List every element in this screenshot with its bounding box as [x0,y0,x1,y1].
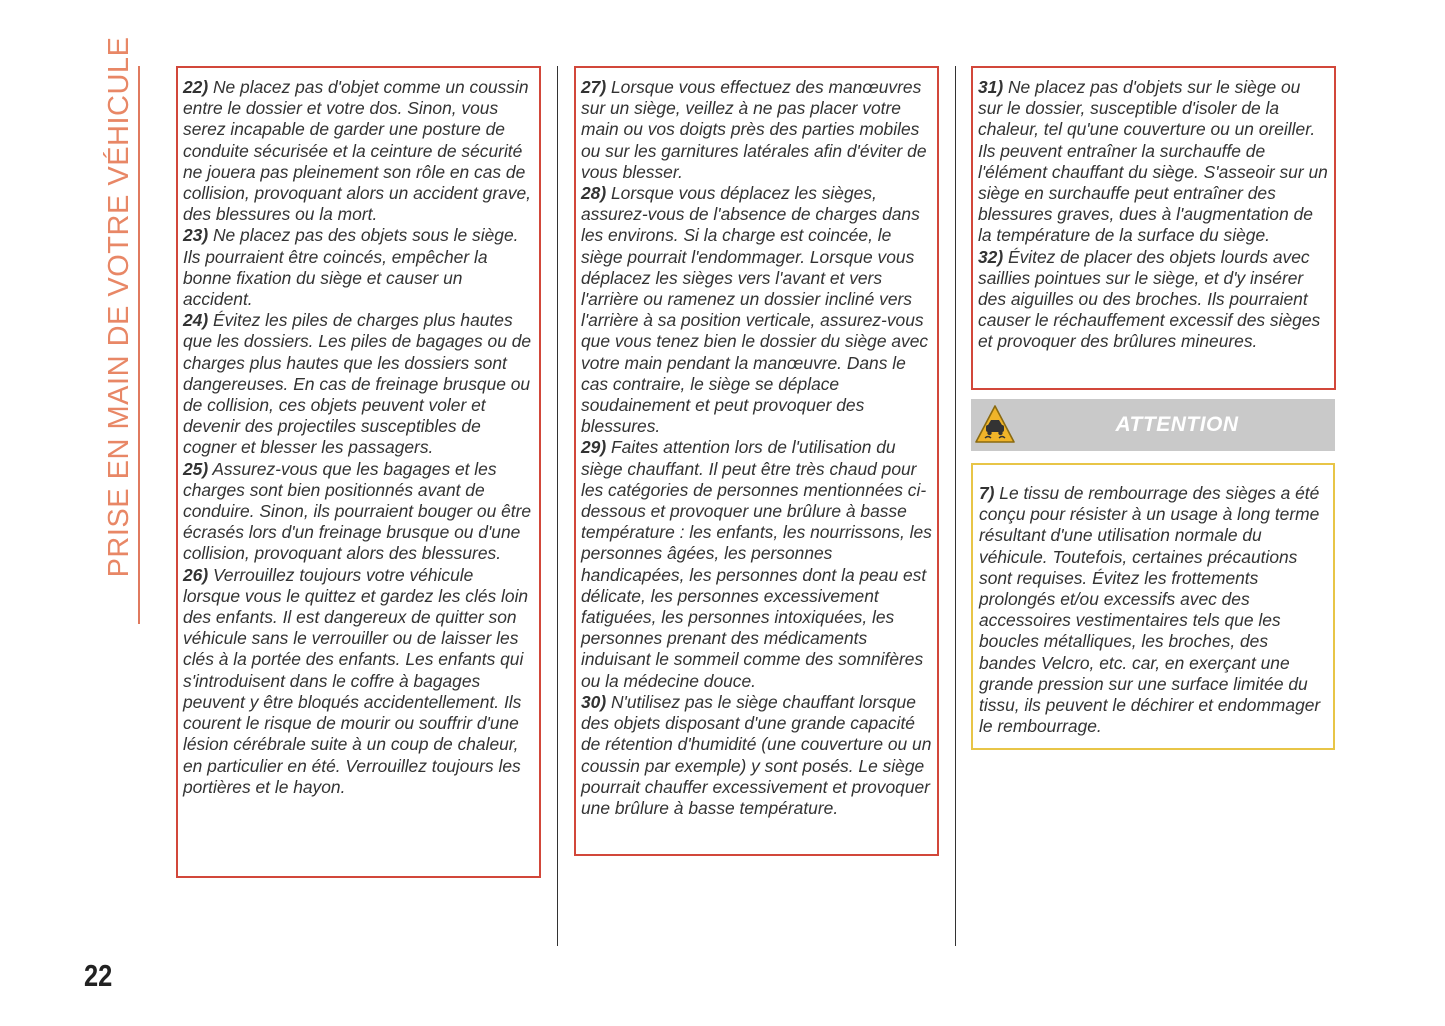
warning-number: 23) [183,225,209,246]
section-title-text: PRISE EN MAIN DE VOTRE VÉHICULE [103,36,135,578]
warning-box-col2 [574,66,939,856]
attention-title: ATTENTION [1115,413,1239,436]
note-number: 7) [979,483,995,503]
note-item [979,483,1328,737]
warning-item [978,77,1329,247]
warning-item [581,183,932,437]
warning-text: Ne placez pas d'objet comme un coussin entre le dossier et votre dos. Sinon, vous serez incapable de garder une posture de conduite sécurisée et la ceinture de sécurité ne jouera pas pleinement son rôle en cas de collision, provoquant alors un accident grave, des blessures ou la mort. [183,77,532,225]
warning-item [183,225,534,310]
warning-item [183,459,534,565]
warning-item [581,77,932,183]
column-divider [955,66,956,946]
warning-item [183,565,534,798]
warning-item [183,77,534,225]
warning-item [581,437,932,691]
warning-text: Lorsque vous déplacez les sièges, assurez-vous de l'absence de charges dans les environs. Si la charge est coincée, le siège pourrait l'endommager. Lorsque vous déplacez les sièges vers l'avant et vers l'arrière ou ramenez un dossier incliné vers l'arrière à sa position verticale, assurez-vous que vous tenez bien le dossier du siège avec votre main pendant la manœuvre. Dans le cas contraire, le siège se déplace soudainement et peut provoquer des blessures. [581,183,929,437]
column-divider [557,66,558,946]
warning-text: Assurez-vous que les bagages et les charges sont bien positionnés avant de conduire. Sinon, ils pourraient bouger ou être écrasés lors d'un freinage brusque ou d'une collision, provoquant alors des blessures. [183,458,532,564]
slippery-road-warning-icon [973,403,1017,447]
warning-number: 22) [183,77,209,97]
warning-number: 32) [978,246,1004,267]
warning-text: Lorsque vous effectuez des manœuvres sur un siège, veillez à ne pas placer votre main ou vos doigts près des parties mobiles ou sur les garnitures latérales afin d'éviter de vous blesser. [581,77,927,182]
warning-text: N'utilisez pas le siège chauffant lorsque des objets disposant d'une grande capacité de rétention d'humidité (une couverture ou un coussin par exemple) y sont posés. Le siège pourrait chauffer excessivement et provoquer une brûlure à basse température. [581,691,932,818]
warning-item [978,247,1329,353]
page-number: 22 [84,958,113,993]
warning-text: Faites attention lors de l'utilisation du siège chauffant. Il peut être très chaud pour les catégories de personnes mentionnées ci-dessous et provoquer une brûlure à basse température : les enfants, les nourrissons, les personnes âgées, les personnes handicapées, les personnes dont la peau est délicate, les personnes excessivement fatiguées, les personnes intoxiquées, les personnes prenant des médicaments induisant le sommeil comme des somnifères ou la médecine douce. [581,437,932,691]
note-text: Le tissu de rembourrage des sièges a été conçu pour résister à un usage à long terme résultant d'une utilisation normale du véhicule. Toutefois, certaines précautions sont requises. Évitez les frottements prolongés et/ou excessifs avec des accessoires vestimentaires tels que les boucles métalliques, les broches, des bandes Velcro, etc. car, en exerçant une grande pression sur une surface limitée du tissu, ils peuvent le déchirer et endommager le rembourrage. [979,483,1321,737]
warning-box-col1 [176,66,541,878]
warning-item [581,692,932,819]
warning-item [183,310,534,458]
attention-header [971,399,1335,451]
warning-text: Évitez de placer des objets lourds avec saillies pointues sur le siège, et d'y insérer des aiguilles ou des broches. Ils pourraient causer le réchauffement excessif des sièges et provoquer des brûlures mineures. [978,246,1321,352]
warning-number: 31) [978,77,1004,97]
warning-number: 29) [581,437,607,458]
warning-text: Évitez les piles de charges plus hautes que les dossiers. Les piles de bagages ou de charges plus hautes que les dossiers sont dangereuses. En cas de freinage brusque ou de collision, ces objets peuvent voler et devenir des projectiles susceptibles de cogner et blesser les passagers. [183,310,532,458]
warning-number: 27) [581,77,607,97]
warning-number: 24) [183,310,209,331]
warning-box-col3 [971,66,1336,390]
warning-text: Ne placez pas d'objets sur le siège ou sur le dossier, susceptible d'isoler de la chaleur, tel qu'une couverture ou un oreiller. Ils peuvent entraîner la surchauffe de l'élément chauffant du siège. S'asseoir sur un siège en surchauffe peut entraîner des blessures graves, dues à l'augmentation de la température de la surface du siège. [978,77,1328,246]
warning-number: 28) [581,183,607,204]
warning-text: Ne placez pas des objets sous le siège. Ils pourraient être coincés, empêcher la bonne fixation du siège et causer un accident. [183,225,519,310]
warning-number: 25) [183,458,209,479]
section-side-title [100,36,140,624]
attention-note-box [971,463,1335,750]
warning-text: Verrouillez toujours votre véhicule lorsque vous le quittez et gardez les clés loin des enfants. Il est dangereux de quitter son véhicule sans le verrouiller ou de laisser les clés à la portée des enfants. Les enfants qui s'introduisent dans le coffre à bagages peuvent y être bloqués accidentellement. Ils courent le risque de mourir ou souffrir d'une lésion cérébrale suite à un coup de chaleur, en particulier en été. Verrouillez toujours les portières et le hayon. [183,564,529,797]
warning-number: 30) [581,691,607,712]
warning-number: 26) [183,564,209,585]
